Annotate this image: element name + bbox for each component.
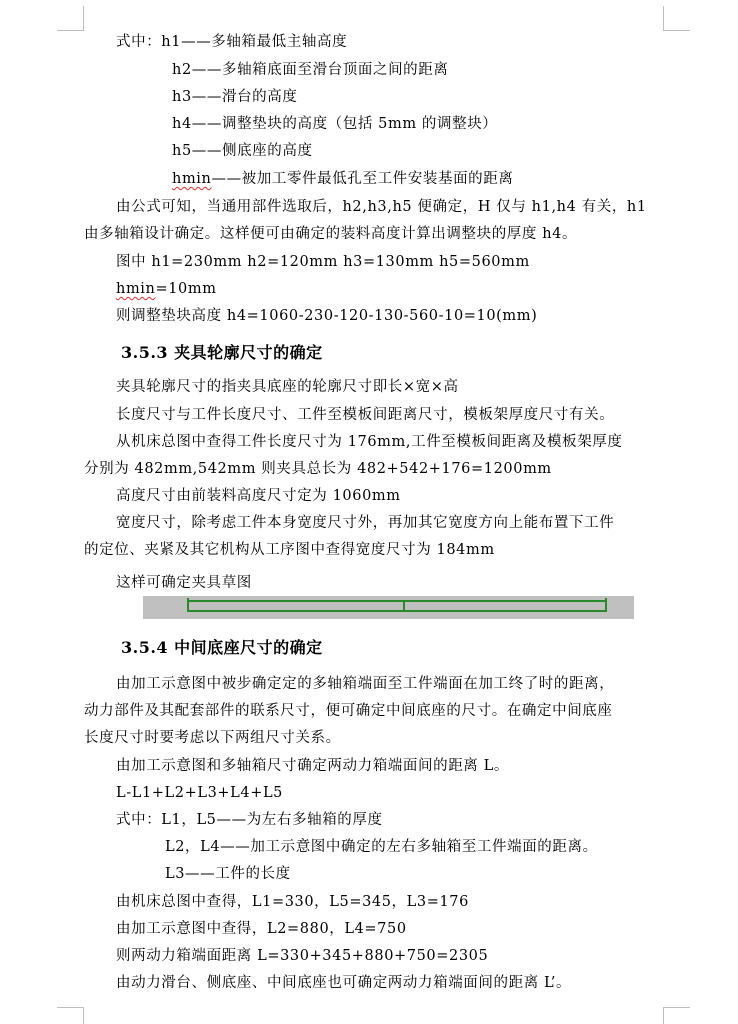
paragraph-line: 分别为 482mm,542mm 则夹具总长为 482+542+176=1200mm [84,461,552,477]
paragraph-line: 式中：L1，L5——为左右多轴箱的厚度 [116,812,383,828]
paragraph-line: 图中 h1=230mm h2=120mm h3=130mm h5=560mm [116,254,530,270]
formula-line: L-L1+L2+L3+L4+L5 [116,785,283,801]
section-heading-3-5-4: 3.5.4 中间底座尺寸的确定 [121,638,323,657]
paragraph-line: 由多轴箱设计确定。这样便可由确定的装料高度计算出调整块的厚度 h4。 [84,226,578,242]
paragraph-line: h4——调整垫块的高度（包括 5mm 的调整块） [172,116,498,132]
paragraph-line: 由加工示意图中被步确定定的多轴箱端面至工件端面在加工终了时的距离， [116,676,615,692]
page-corner-mark-top-right [663,6,690,31]
paragraph-line: 由加工示意图中查得，L2=880，L4=750 [116,921,407,937]
paragraph-line: 夹具轮廓尺寸的指夹具底座的轮廓尺寸即长×宽×高 [116,379,459,395]
page-corner-mark-bottom-right [663,1007,690,1024]
paragraph-line: 高度尺寸由前装料高度尺寸定为 1060mm [116,488,401,504]
page-corner-mark-bottom-left [57,1007,84,1024]
paragraph-line [116,279,217,299]
paragraph-line: L2，L4——加工示意图中确定的左右多轴箱至工件端面的距离。 [165,839,598,855]
paragraph-line: 这样可确定夹具草图 [116,575,252,591]
paragraph-line: 长度尺寸时要考虑以下两组尺寸关系。 [84,730,341,746]
paragraph-line: 长度尺寸与工件长度尺寸、工件至模板间距离尺寸，模板架厚度尺寸有关。 [116,407,615,423]
paragraph-line: 由加工示意图和多轴箱尺寸确定两动力箱端面间的距离 L。 [116,758,509,774]
line-text: ——被加工零件最低孔至工件安装基面的距离 [211,171,514,187]
paragraph-line: L3——工件的长度 [165,866,291,882]
paragraph-line: h3——滑台的高度 [172,89,298,105]
fixture-sketch-figure[interactable] [143,596,634,619]
fixture-outline-shape [187,600,607,612]
fixture-left-edge [187,598,189,602]
paragraph-line [172,169,513,189]
paragraph-line: 宽度尺寸，除考虑工件本身宽度尺寸外，再加其它宽度方向上能布置下工件 [116,515,615,531]
page-corner-mark-top-left [57,6,84,31]
paragraph-line: 由动力滑台、侧底座、中间底座也可确定两动力箱端面间的距离 L’。 [116,975,572,991]
fixture-right-edge [605,598,607,602]
paragraph-line: 由机床总图中查得，L1=330，L5=345，L3=176 [116,894,469,910]
paragraph-line: 式中：h1——多轴箱最低主轴高度 [116,34,348,50]
section-heading-3-5-3: 3.5.3 夹具轮廓尺寸的确定 [121,343,323,362]
line-text: =10mm [155,281,217,297]
spellcheck-flagged-word[interactable]: hmin [116,281,156,297]
paragraph-line: h5——侧底座的高度 [172,143,313,159]
paragraph-line: 动力部件及其配套部件的联系尺寸，便可确定中间底座的尺寸。在确定中间底座 [84,703,613,719]
paragraph-line: 则调整垫块高度 h4=1060-230-120-130-560-10=10(mm) [116,308,538,324]
paragraph-line: h2——多轴箱底面至滑台顶面之间的距离 [172,62,449,78]
paragraph-line: 的定位、夹紧及其它机构从工序图中查得宽度尺寸为 184mm [84,542,495,558]
paragraph-line: 由公式可知，当通用部件选取后，h2,h3,h5 便确定，H 仅与 h1,h4 有关，h1 [116,199,647,215]
paragraph-line: 从机床总图中查得工件长度尺寸为 176mm,工件至模板间距离及模板架厚度 [116,434,623,450]
paragraph-line: 则两动力箱端面距离 L=330+345+880+750=2305 [116,948,489,964]
fixture-center-divider [403,602,405,610]
spellcheck-flagged-word[interactable]: hmin [172,171,212,187]
